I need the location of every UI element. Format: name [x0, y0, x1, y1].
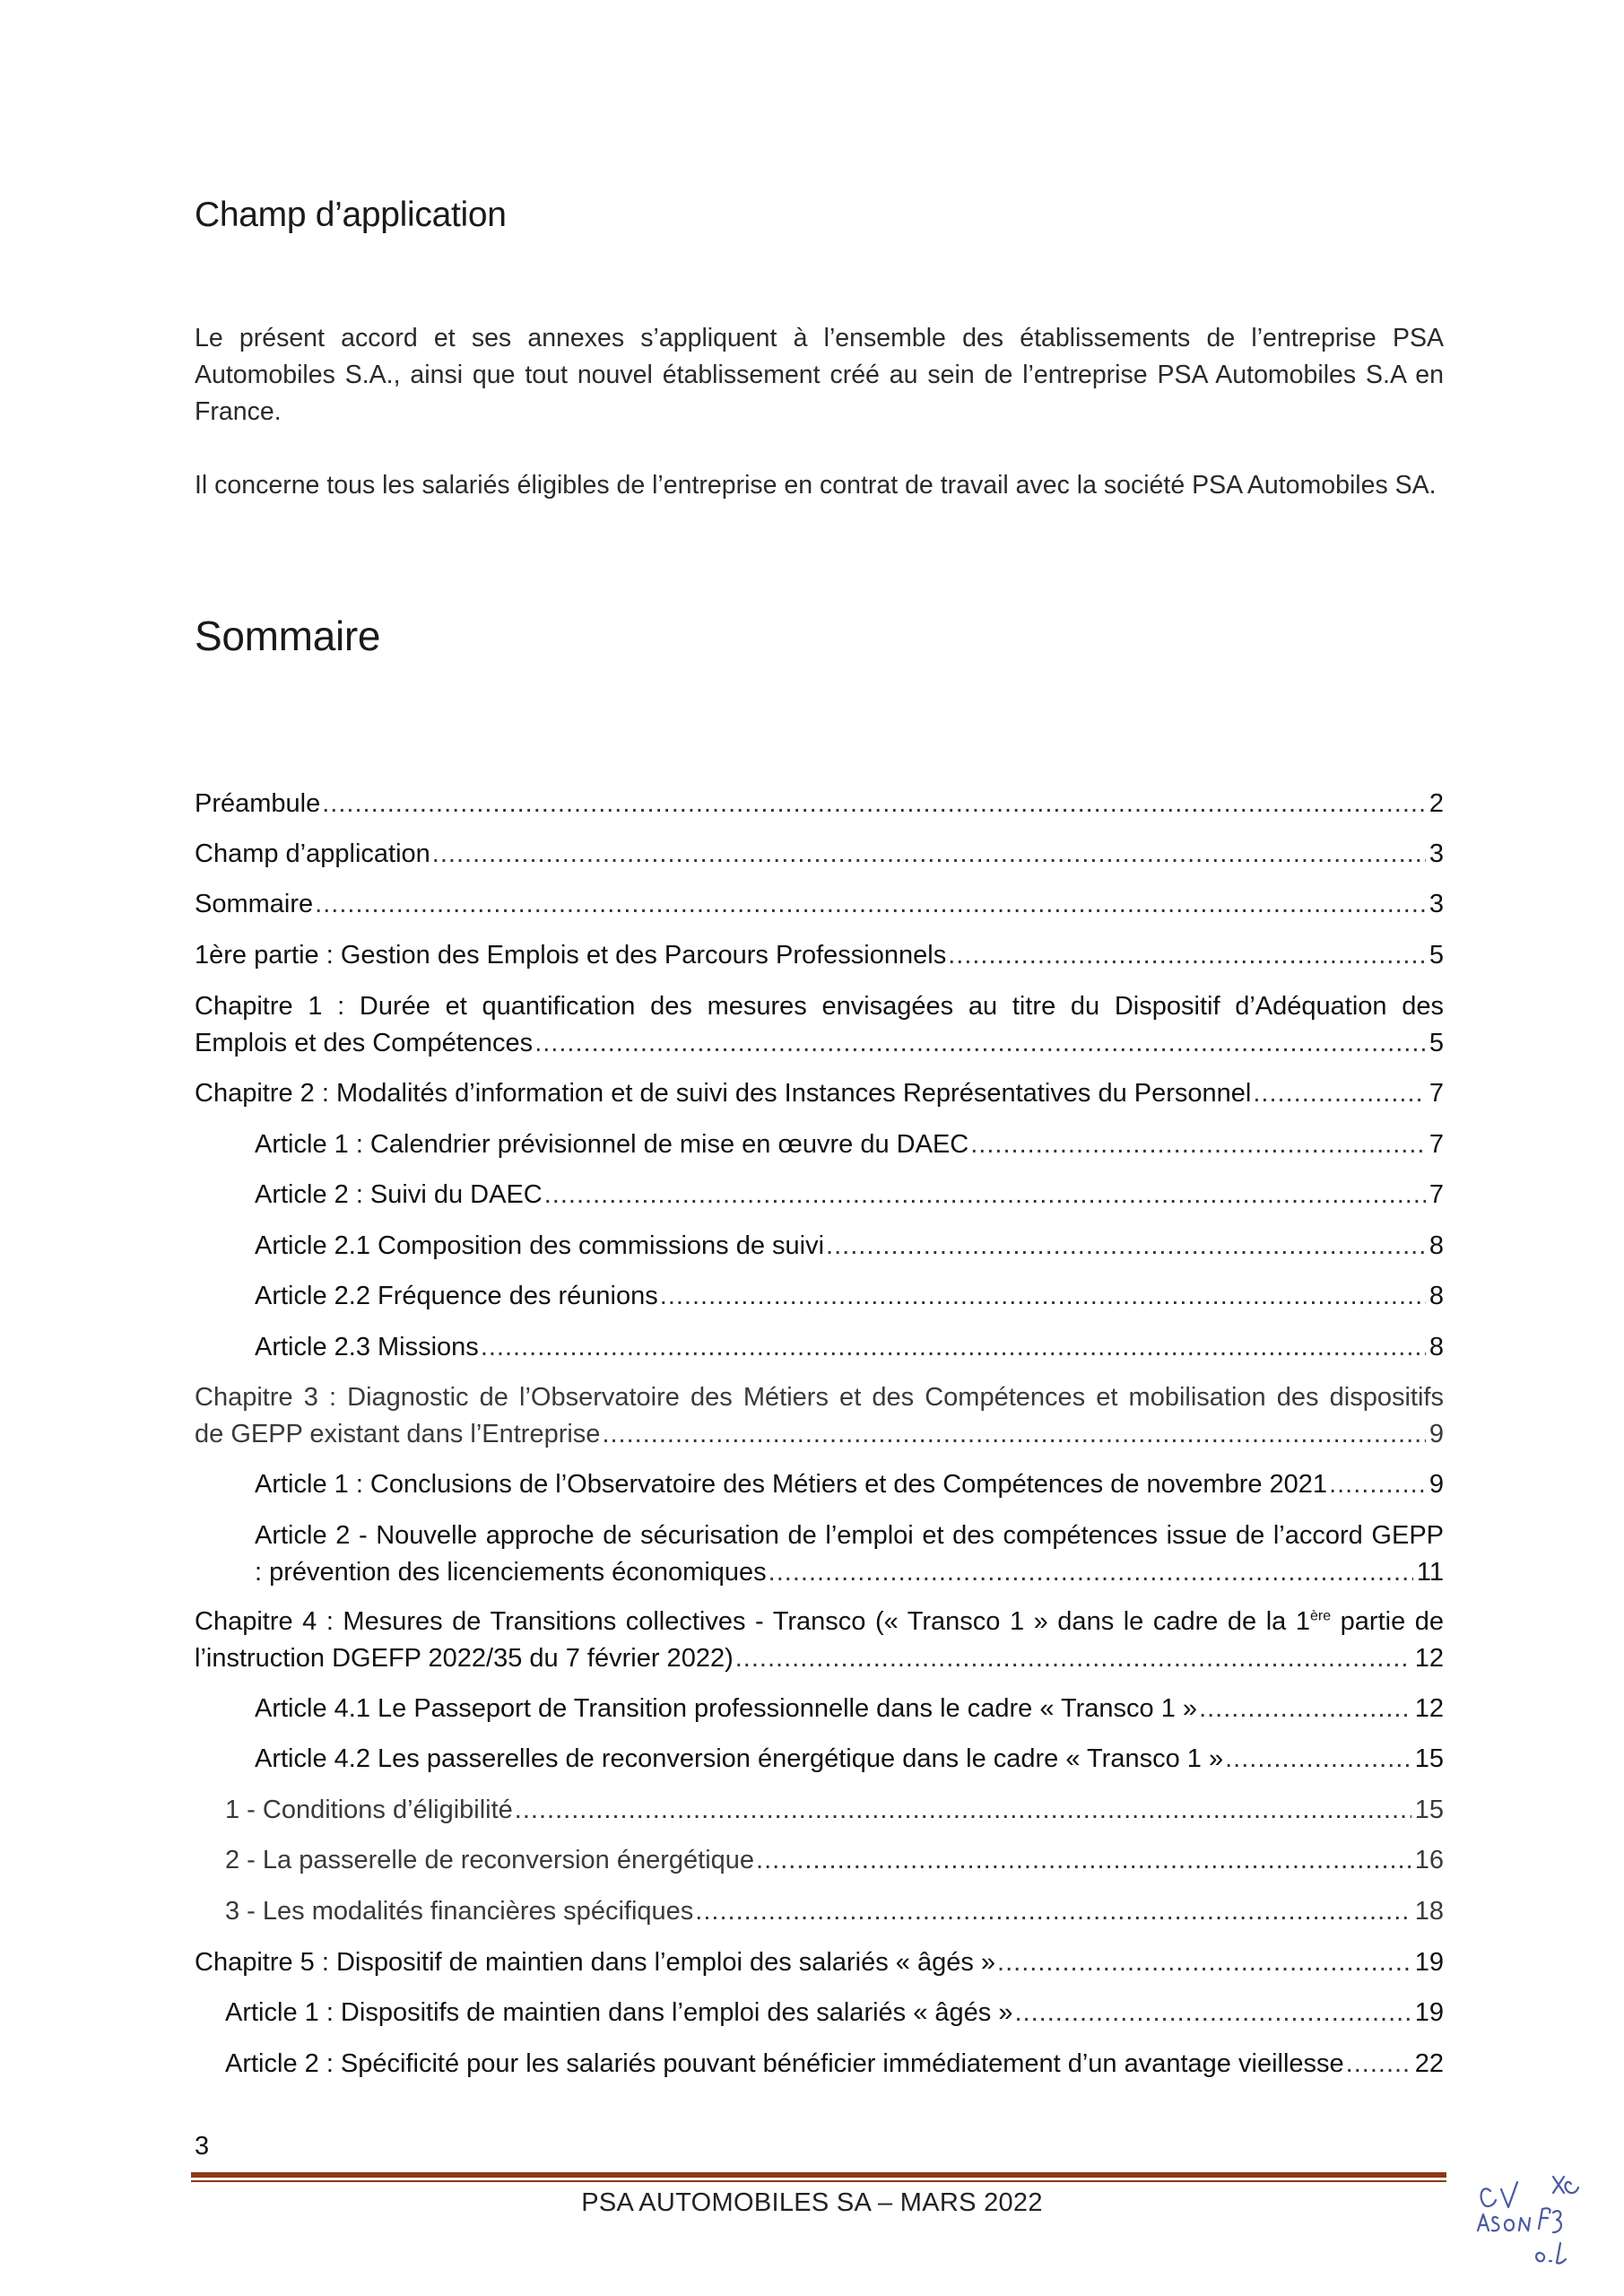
toc-entry[interactable]: [195, 937, 1444, 974]
superscript: ère: [1309, 1608, 1332, 1624]
toc-entry-page: 5: [1429, 1029, 1444, 1057]
toc-entry-page: 8: [1429, 1231, 1444, 1260]
section-title-champ: Champ d’application: [195, 196, 507, 234]
toc-entry[interactable]: [195, 1944, 1444, 1981]
toc-entry[interactable]: [195, 886, 1444, 923]
toc-entry[interactable]: [255, 1741, 1444, 1778]
toc-entry[interactable]: [195, 786, 1444, 822]
footer-rule-thick: [191, 2172, 1446, 2178]
toc-entry[interactable]: [195, 1604, 1444, 1677]
toc-entry-page: 3: [1429, 890, 1444, 918]
footer-text: PSA AUTOMOBILES SA – MARS 2022: [581, 2188, 1043, 2217]
toc-entry-text: Article 4.1 Le Passeport de Transition professionnelle dans le cadre « Transco 1 »: [255, 1694, 1198, 1723]
footer-page-number: 3: [195, 2132, 210, 2161]
toc-entry-text: 1ère partie : Gestion des Emplois et des Parcours Professionnels: [195, 941, 947, 970]
toc-entry-page: 19: [1414, 1998, 1444, 2027]
toc-entry-text-continued: : prévention des licenciements économiques: [255, 1558, 767, 1587]
toc-entry-page: 9: [1429, 1420, 1444, 1448]
toc-entry-text-continued: de GEPP existant dans l’Entreprise: [195, 1420, 601, 1448]
toc-entry-page: 3: [1429, 839, 1444, 868]
toc-entry-text: Chapitre 1 : Durée et quantification des mesures envisagées au titre du Dispositif d’Adéquation des: [195, 992, 1444, 1021]
toc-entry-text-continued: l’instruction DGEFP 2022/35 du 7 février 2022): [195, 1644, 734, 1673]
toc-entry-text: Article 1 : Conclusions de l’Observatoire des Métiers et des Compétences de novembre 2021: [255, 1470, 1328, 1499]
toc-entry-page: 16: [1414, 1846, 1444, 1874]
toc-entry[interactable]: [195, 1379, 1444, 1453]
toc-entry[interactable]: [225, 1842, 1444, 1879]
toc-entry[interactable]: [255, 1278, 1444, 1315]
toc-entry-page: 8: [1429, 1333, 1444, 1361]
toc-entry-text: Article 4.2 Les passerelles de reconversion énergétique dans le cadre « Transco 1 »: [255, 1744, 1224, 1773]
toc-entry-text: Chapitre 3 : Diagnostic de l’Observatoire des Métiers et des Compétences et mobilisation des dispositifs: [195, 1383, 1444, 1412]
toc-entry-text: Chapitre 4 : Mesures de Transitions collectives - Transco (« Transco 1 » dans le cadre de la 1ère partie de: [195, 1607, 1444, 1636]
toc-entry-text: Préambule: [195, 789, 321, 818]
toc-entry-page: 7: [1429, 1130, 1444, 1159]
toc-entry-page: 18: [1414, 1897, 1444, 1926]
toc-entry-page: 15: [1414, 1744, 1444, 1773]
toc-entry-page: 7: [1429, 1079, 1444, 1108]
toc-entry-page: 7: [1429, 1180, 1444, 1209]
toc-entry[interactable]: [225, 1995, 1444, 2031]
toc-entry[interactable]: [255, 1177, 1444, 1213]
toc-entry[interactable]: [255, 1126, 1444, 1163]
champ-paragraph-1: Le présent accord et ses annexes s’appliquent à l’ensemble des établissements de l’entreprise PSA Automobiles S.A., ainsi que tout nouvel établissement créé au sein de l’entreprise PSA Automobiles S.A en France.: [195, 324, 1444, 426]
toc-entry-text: Article 2 : Spécificité pour les salariés pouvant bénéficier immédiatement d’un avantage vieillesse: [225, 2049, 1344, 2078]
toc-entry[interactable]: [255, 1329, 1444, 1366]
footer-rule-thin: [191, 2180, 1446, 2182]
toc-entry-page: 12: [1414, 1644, 1444, 1673]
toc-entry[interactable]: [225, 1893, 1444, 1930]
toc-entry-text: Article 1 : Calendrier prévisionnel de mise en œuvre du DAEC: [255, 1130, 969, 1159]
toc-entry-text: Article 2.2 Fréquence des réunions: [255, 1282, 658, 1310]
toc-entry-page: 15: [1414, 1796, 1444, 1824]
champ-paragraph-2: Il concerne tous les salariés éligibles de l’entreprise en contrat de travail avec la société PSA Automobiles SA.: [195, 471, 1437, 500]
toc-entry[interactable]: [255, 1691, 1444, 1727]
toc-entry-text: Article 2 : Suivi du DAEC: [255, 1180, 543, 1209]
toc-entry[interactable]: [255, 1466, 1444, 1503]
toc-entry-text: Article 2.3 Missions: [255, 1333, 479, 1361]
toc-entry-page: 8: [1429, 1282, 1444, 1310]
toc-entry-page: 19: [1414, 1948, 1444, 1977]
toc-entry-page: 11: [1416, 1558, 1444, 1587]
section-title-sommaire: Sommaire: [195, 613, 381, 659]
toc-entry-text: 3 - Les modalités financières spécifiques: [225, 1897, 694, 1926]
toc-entry-text: 1 - Conditions d’éligibilité: [225, 1796, 513, 1824]
toc-entry-page: 2: [1429, 789, 1444, 818]
toc-entry-text: Sommaire: [195, 890, 314, 918]
toc-entry-page: 9: [1429, 1470, 1444, 1499]
toc-entry[interactable]: [195, 988, 1444, 1062]
toc-entry-page: 22: [1414, 2049, 1444, 2078]
toc-entry[interactable]: [195, 836, 1444, 873]
toc-entry-text: Article 2.1 Composition des commissions de suivi: [255, 1231, 825, 1260]
toc-entry-text: Champ d’application: [195, 839, 430, 868]
toc-entry[interactable]: [195, 1075, 1444, 1112]
toc-entry-text: Article 2 - Nouvelle approche de sécurisation de l’emploi et des compétences issue de l’accord GEPP: [255, 1521, 1444, 1550]
handwritten-initials: [1471, 2157, 1614, 2283]
toc-entry[interactable]: [225, 1792, 1444, 1829]
toc-entry-page: 5: [1429, 941, 1444, 970]
toc-entry-text: Chapitre 2 : Modalités d’information et de suivi des Instances Représentatives du Personnel: [195, 1079, 1252, 1108]
toc-entry-text: 2 - La passerelle de reconversion énergétique: [225, 1846, 755, 1874]
toc-entry-text-continued: Emplois et des Compétences: [195, 1029, 534, 1057]
toc-entry-text: Chapitre 5 : Dispositif de maintien dans l’emploi des salariés « âgés »: [195, 1948, 996, 1977]
toc-entry[interactable]: [225, 2046, 1444, 2083]
toc-entry[interactable]: [255, 1518, 1444, 1591]
toc-entry-text: Article 1 : Dispositifs de maintien dans l’emploi des salariés « âgés »: [225, 1998, 1013, 2027]
toc-entry-page: 12: [1414, 1694, 1444, 1723]
toc-entry[interactable]: [255, 1228, 1444, 1265]
